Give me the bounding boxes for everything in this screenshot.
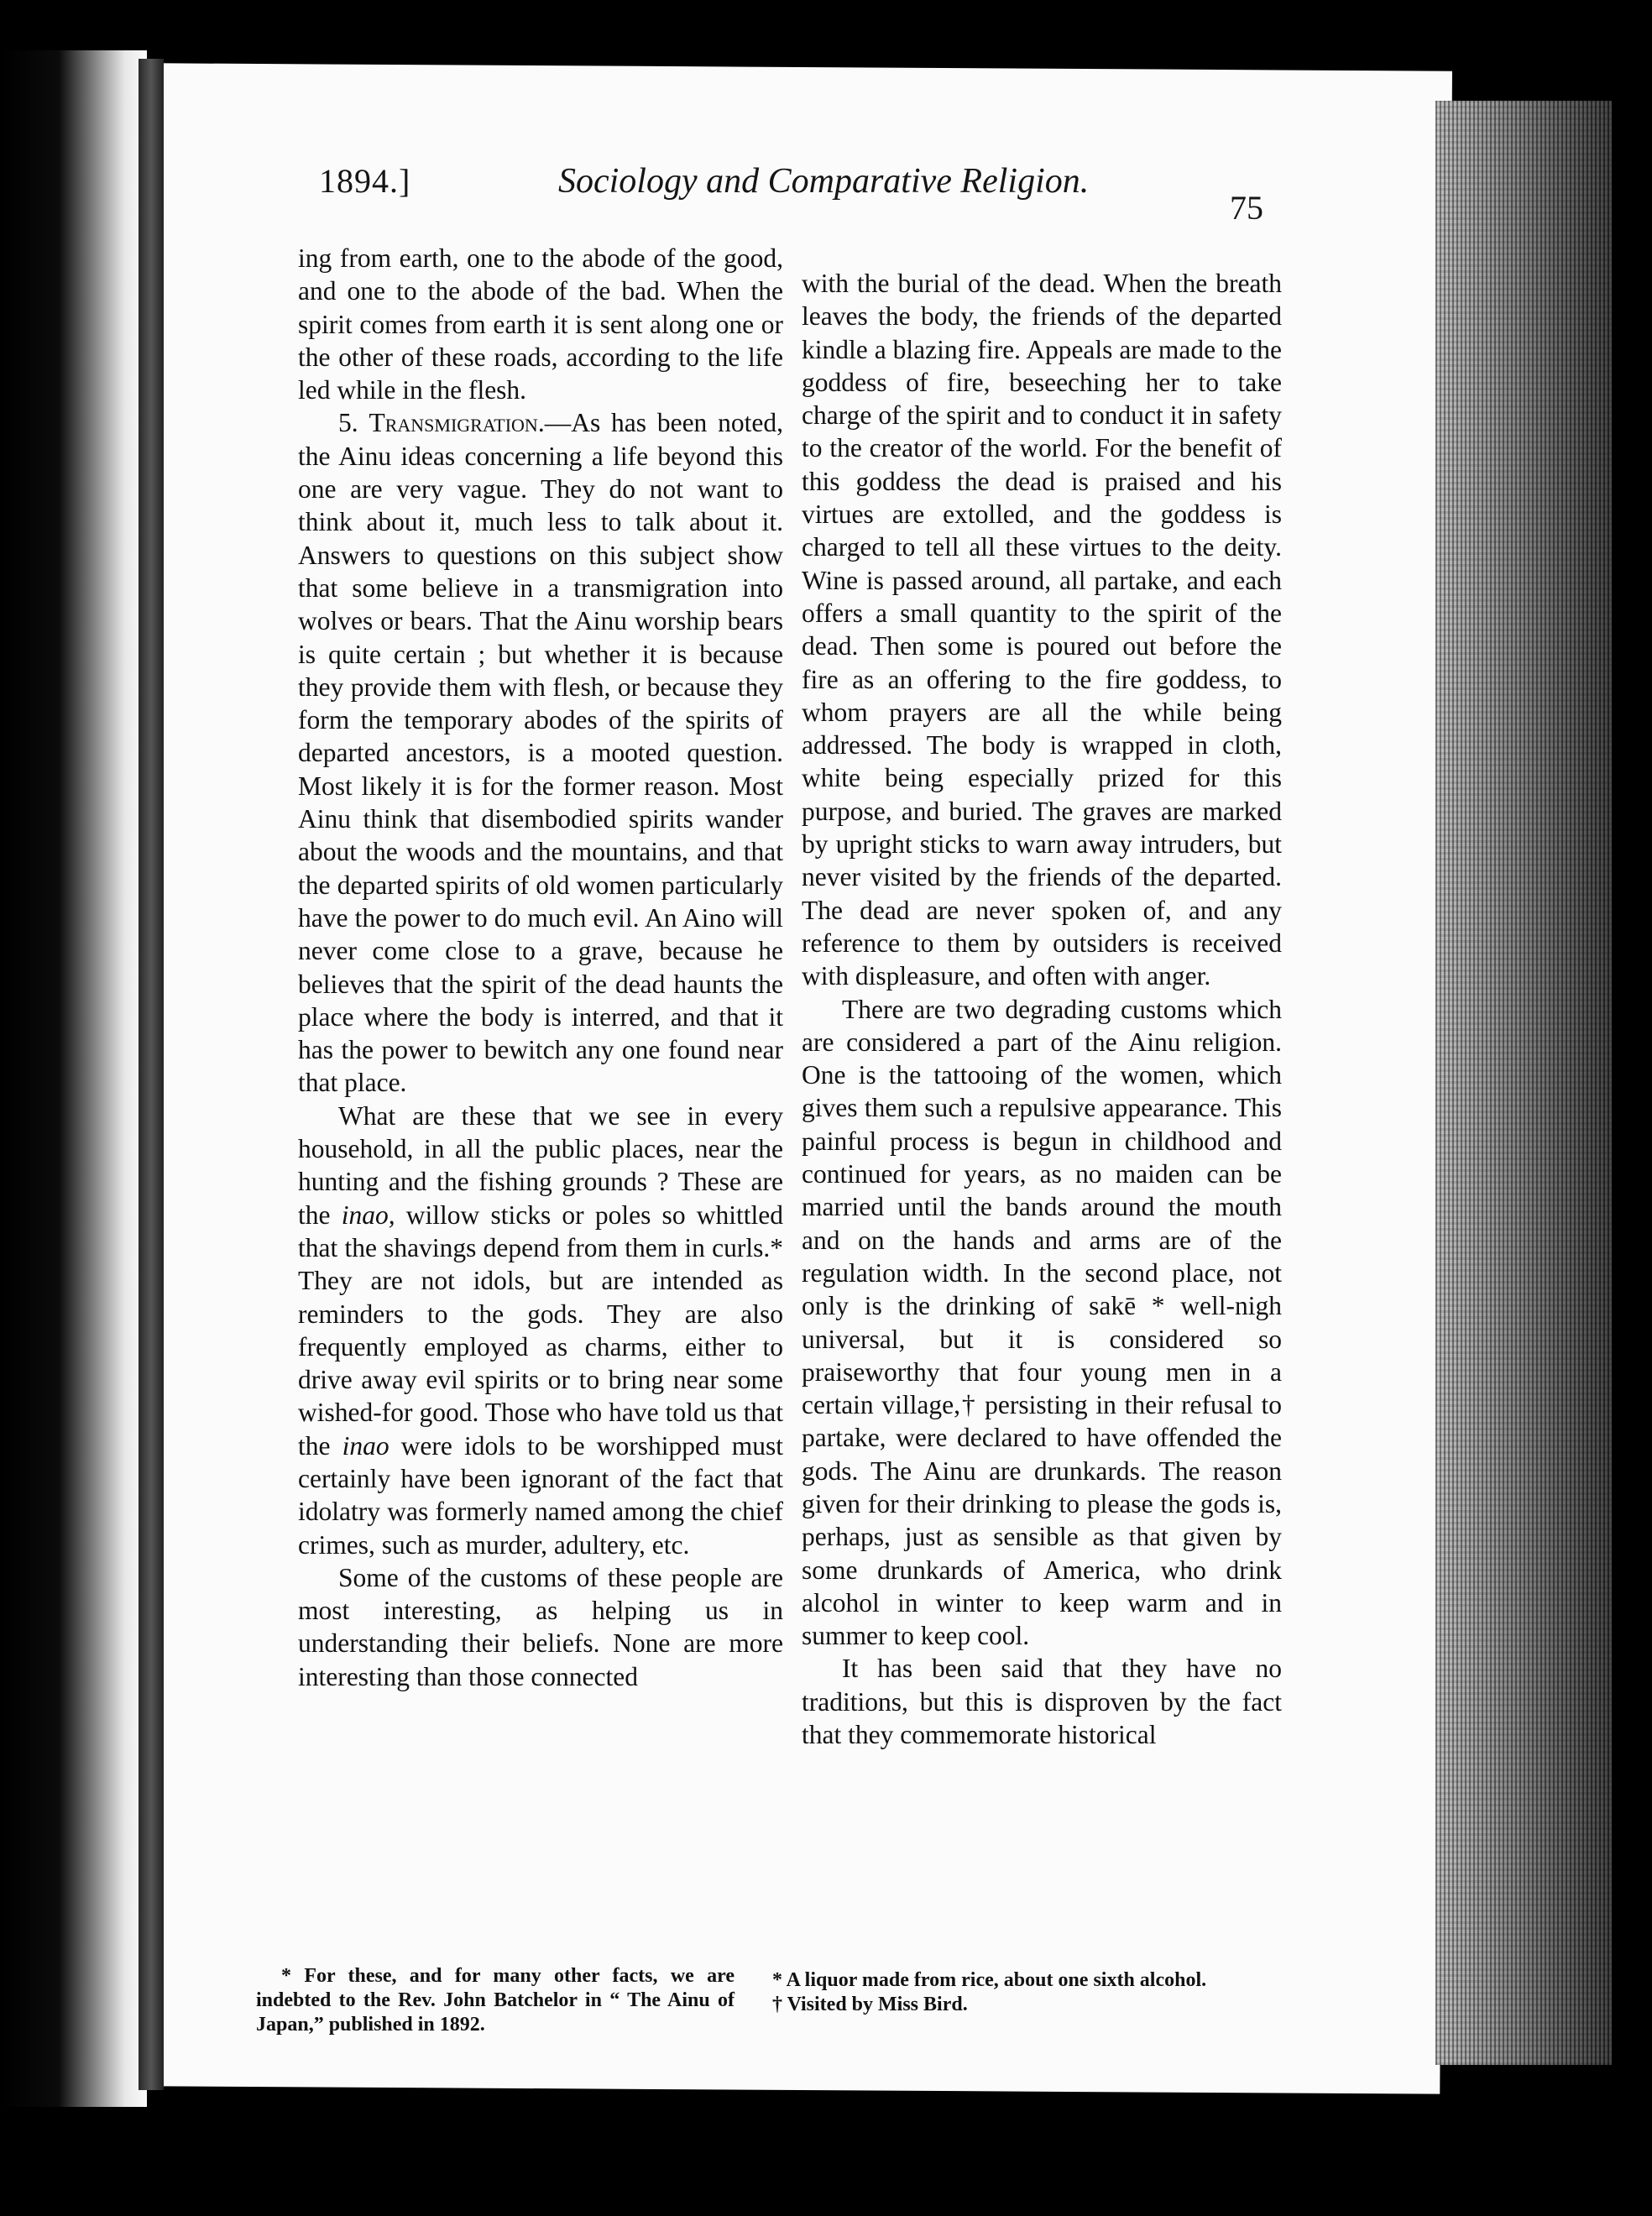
page-number: 75 <box>1230 189 1263 227</box>
paragraph-transmigration <box>298 406 783 1099</box>
paragraph-text: household, in all the public places, near the hunting and the fishing grounds ? These are the <box>298 1134 783 1230</box>
footnote-left: * For these, and for many other facts, we are indebted to the Rev. John Batchelor in “ The Ainu of Japan,” published in 1892. <box>256 1965 735 2036</box>
left-page-edge <box>0 50 147 2107</box>
paragraph: It has been said that they have no traditions, but this is disproven by the fact that they commemorate historical <box>802 1654 1282 1750</box>
section-number: 5. <box>338 408 358 438</box>
footnote: * A liquor made from rice, about one sixth alcohol. <box>772 1969 1207 1991</box>
paragraph: with the burial of the dead. When the breath leaves the body, the friends of the departed kindle a blazing fire. Appeals are made to the goddess of fire, beseeching her to take charge of the spirit and to conduct it in safety to the creator of the world. For the benefit of this goddess the dead is praised and his virtues are extolled, and the goddess is charged to tell all these virtues to the deity. Wine is passed around, all partake, and each offers a small quantity to the spirit of the dead. Then some is poured out before the fire as an offering to the fire goddess, to whom prayers are all the while being addressed. The body is wrapped in cloth, white being especially prized for this purpose, and buried. The graves are marked by upright sticks to warn away intruders, but never visited by the friends of the departed. The dead are never spoken of, and any reference to them by outsiders is received with displeasure, and often with anger. <box>802 269 1282 991</box>
paragraph-inao <box>298 1100 783 1561</box>
header-year: 1894.] <box>319 162 411 200</box>
book-gutter <box>139 59 164 2090</box>
paragraph: ing from earth, one to the abode of the good, and one to the abode of the bad. When the spirit comes from earth it is sent along one or the other of these roads, according to the life led while in the flesh. <box>298 243 783 405</box>
right-column <box>802 267 1282 1751</box>
paragraph: Some of the customs of these people are most interesting, as helping us in understanding their beliefs. None are more interesting than those connected <box>298 1562 783 1691</box>
left-column <box>298 242 783 1693</box>
italic-term: inao <box>342 1430 389 1461</box>
paragraph-text: willow sticks or poles so whittled that the shavings depend from them in curls.* They are not idols, but are intended as reminders to the gods. They are also frequently employed as charms, either to drive away evil spirits or to bring near some wished-for good. Those who have told us that the <box>298 1199 784 1461</box>
footnote-right <box>747 1968 1238 2017</box>
section-dash: —As has been <box>544 408 708 438</box>
paragraph-text: were idols to be worshipped must certainly have been ignorant of the fact that idolatry was formerly named among the chief crimes, such as murder, adultery, etc. <box>298 1430 784 1560</box>
paragraph-start: What are these that we see in every <box>338 1100 783 1131</box>
paragraph: There are two degrading customs which are considered a part of the Ainu religion. One is the tattooing of the women, which gives them such a repulsive appearance. This painful process is begun in childhood and continued for years, as no maiden can be married until the bands around the mouth and on the hands and arms are of the regulation width. In the second place, not only is the drinking of sakē * well-nigh universal, but it is considered so praiseworthy that four young men in a certain village,† persisting in their refusal to partake, were declared to have offended the gods. The Ainu are drunkards. The reason given for their drinking to please the gods is, perhaps, just as sensible as that given by some drunkards of America, who drink alcohol in winter to keep warm and in summer to keep cool. <box>802 994 1282 1651</box>
italic-term: inao, <box>341 1199 395 1230</box>
running-head <box>159 109 1276 235</box>
header-title: Sociology and Comparative Religion. <box>558 162 1090 201</box>
section-title: Transmigration. <box>369 408 545 438</box>
page-fore-edge-texture <box>1435 101 1612 2065</box>
paragraph-text: noted, the Ainu ideas concerning a life beyond this one are very vague. They do not want to think about it, much less to talk about it. Answers to questions on this subject show that some believe in a transmigration into wolves or bears. That the Ainu worship bears is quite certain ; but whether it is because they provide them with flesh, or because they form the temporary abodes of the spirits of departed ancestors, is a mooted question. Most likely it is for the former reason. Most Ainu think that disembodied spirits wander about the woods and the mountains, and that the departed spirits of old women particularly have the power to do much evil. An Aino will never come close to a grave, because he believes that the spirit of the dead haunts the place where the body is interred, and that it has the power to bewitch any one found near that place. <box>298 408 783 1098</box>
footnote: † Visited by Miss Bird. <box>772 1994 968 2015</box>
